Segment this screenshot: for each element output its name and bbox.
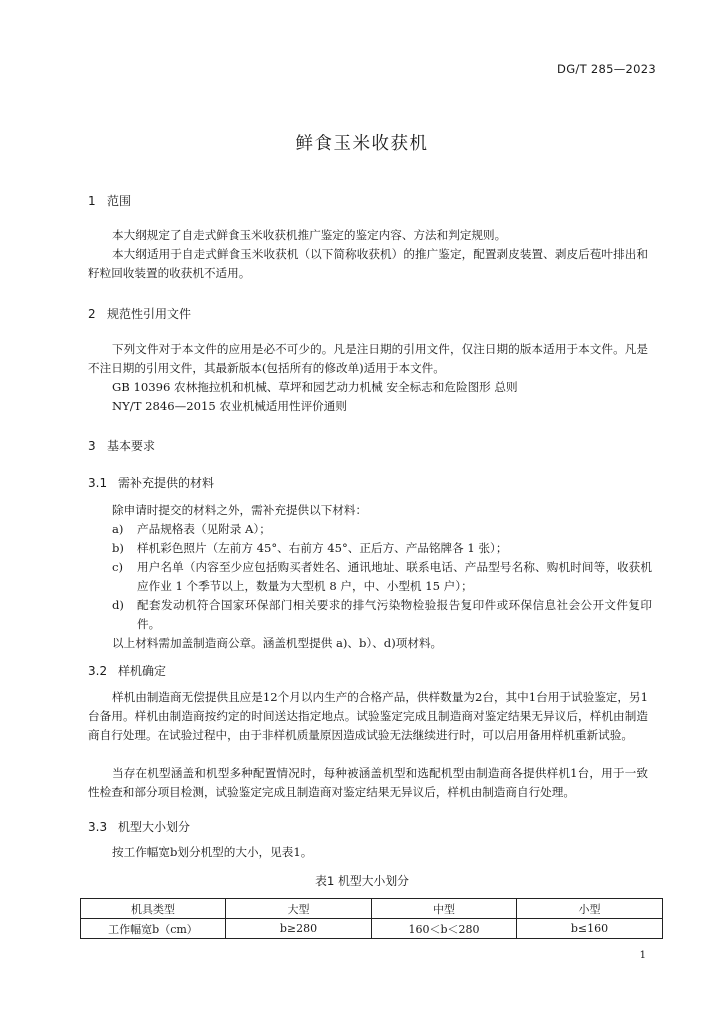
section-number: 1 [88, 194, 96, 208]
table-cell: b≥280 [226, 919, 372, 939]
section-3-heading [88, 437, 155, 454]
section-1-heading [88, 192, 131, 209]
machine-size-table [80, 898, 663, 939]
list-item-text: 用户名单（内容至少应包括购买者姓名、通讯地址、联系电话、产品型号名称、购机时间等，收获机应作业 1 个季节以上，数量为大型机 8 户，中、小型机 15 户）； [137, 560, 652, 593]
document-title: 鲜食玉米收获机 [295, 134, 429, 154]
list-item [112, 558, 652, 596]
list-item-text: 产品规格表（见附录 A）； [137, 522, 271, 536]
list-item-text: 配套发动机符合国家环保部门相关要求的排气污染物检验报告复印件或环保信息社会公开文件复印件。 [137, 598, 652, 631]
section-3-1-heading [88, 474, 214, 491]
table-cell: b≤160 [517, 919, 663, 939]
sample-paragraph-1: 样机由制造商无偿提供且应是12个月以内生产的合格产品，供样数量为2台，其中1台用于试验鉴定，另1台备用。样机由制造商按约定的时间送达指定地点。试验鉴定完成且制造商对鉴定结果无异议后，样机由制造商自行处理。在试验过程中，由于非样机质量原因造成试验无法继续进行时，可以启用备用样机重新试验。 [88, 690, 648, 742]
list-item-label: d) [112, 598, 124, 612]
table-header-cell: 大型 [226, 899, 372, 919]
section-number: 3.3 [88, 820, 108, 834]
section-title: 基本要求 [107, 439, 156, 453]
reference-nyt2846: NY/T 2846—2015 农业机械适用性评价通则 [112, 399, 347, 413]
section-title: 需补充提供的材料 [118, 476, 215, 490]
section-2-heading [88, 305, 191, 322]
sample-paragraph-2: 当存在机型涵盖和机型多种配置情况时，每种被涵盖机型和选配机型由制造商各提供样机1台，用于一致性检查和部分项目检测，试验鉴定完成且制造商对鉴定结果无异议后，样机由制造商自行处理。 [88, 766, 648, 799]
section-title: 机型大小划分 [118, 820, 191, 834]
table-header-cell: 机具类型 [81, 899, 226, 919]
section-number: 3.1 [88, 476, 108, 490]
list-item [112, 539, 652, 558]
section-title: 规范性引用文件 [107, 307, 192, 321]
list-item-label: c) [112, 560, 124, 574]
section-title: 样机确定 [118, 664, 167, 678]
section-title: 范围 [107, 194, 132, 208]
section-number: 2 [88, 307, 96, 321]
reference-gb10396: GB 10396 农林拖拉机和机械、草坪和园艺动力机械 安全标志和危险图形 总则 [112, 380, 518, 394]
scope-paragraph-2: 本大纲适用于自走式鲜食玉米收获机（以下简称收获机）的推广鉴定，配置剥皮装置、剥皮后苞叶排出和籽粒回收装置的收获机不适用。 [88, 247, 648, 280]
table-caption: 表1 机型大小划分 [315, 874, 409, 888]
page-number: 1 [639, 950, 646, 961]
table-header-row [81, 899, 663, 919]
size-classification-paragraph: 按工作幅宽b划分机型的大小，见表1。 [112, 845, 313, 859]
table-row [81, 919, 663, 939]
table-header-cell: 小型 [517, 899, 663, 919]
materials-intro: 除申请时提交的材料之外，需补充提供以下材料： [112, 503, 368, 517]
materials-outro: 以上材料需加盖制造商公章。涵盖机型提供 a)、b）、d)项材料。 [112, 636, 443, 650]
section-number: 3.2 [88, 664, 108, 678]
section-number: 3 [88, 439, 96, 453]
list-item-label: a) [112, 522, 124, 536]
list-item-label: b) [112, 541, 124, 555]
section-3-3-heading [88, 818, 190, 835]
document-code: DG/T 285—2023 [557, 62, 656, 76]
table-cell: 工作幅宽b（cm） [81, 919, 226, 939]
table-header-cell: 中型 [372, 899, 517, 919]
section-3-2-heading [88, 662, 166, 679]
scope-paragraph-1: 本大纲规定了自走式鲜食玉米收获机推广鉴定的鉴定内容、方法和判定规则。 [112, 228, 507, 242]
list-item-text: 样机彩色照片（左前方 45°、右前方 45°、正后方、产品铭牌各 1 张）； [137, 541, 508, 555]
list-item [112, 596, 652, 634]
list-item [112, 520, 652, 539]
references-paragraph: 下列文件对于本文件的应用是必不可少的。凡是注日期的引用文件，仅注日期的版本适用于本文件。凡是不注日期的引用文件，其最新版本(包括所有的修改单)适用于本文件。 [88, 342, 648, 375]
table-cell: 160＜b＜280 [372, 919, 517, 939]
